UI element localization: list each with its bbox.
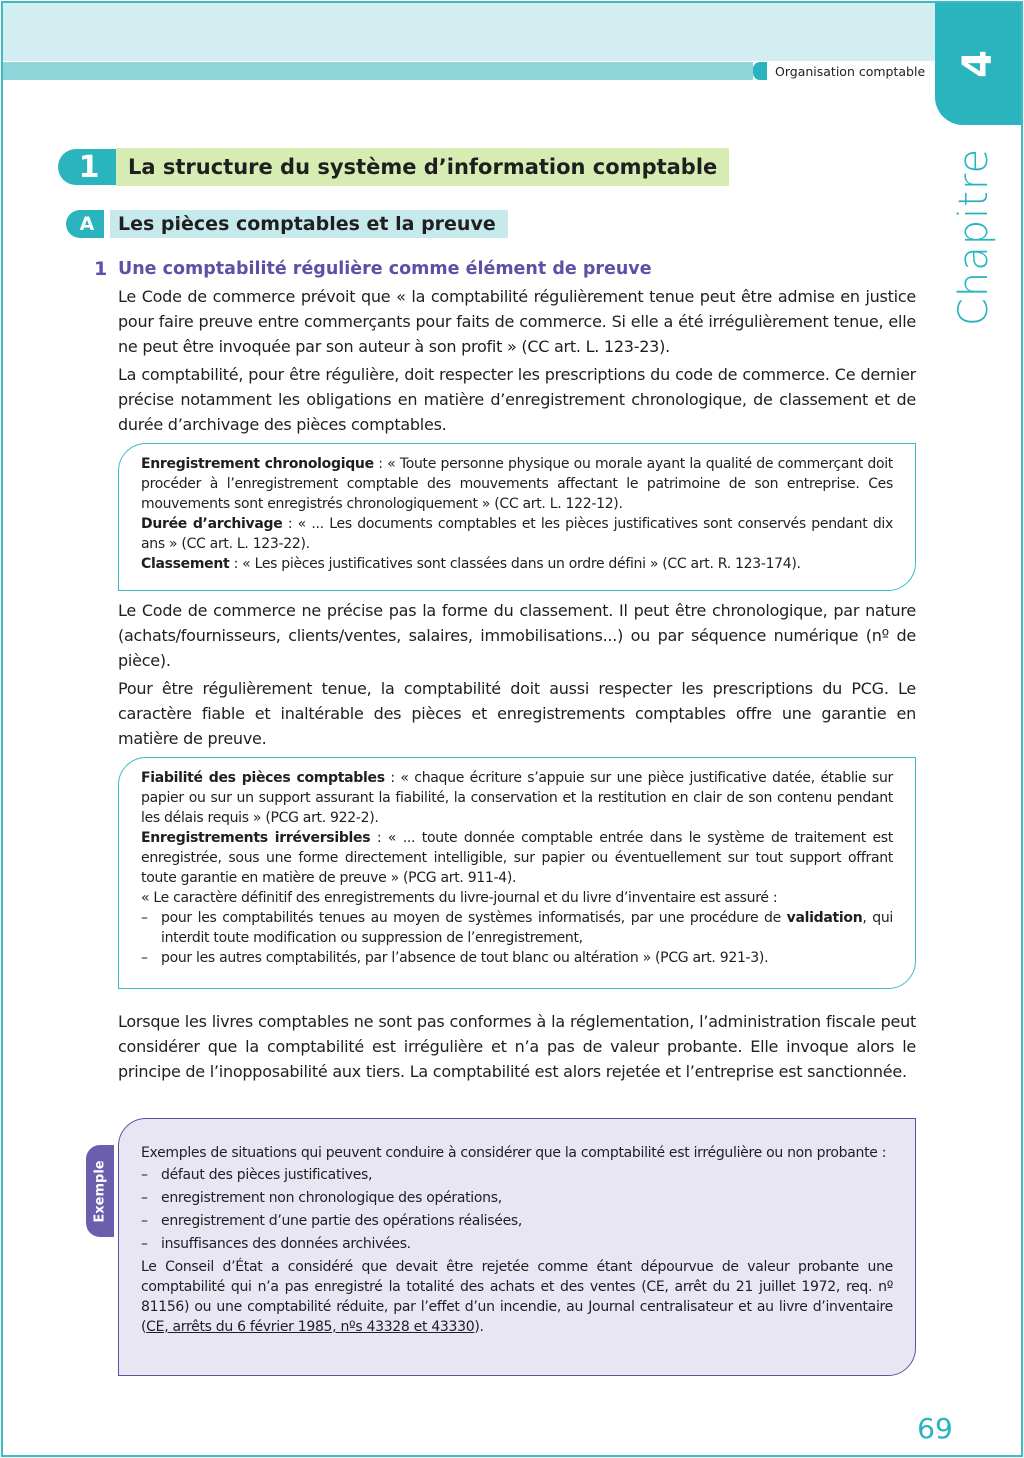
example-label [86,1145,114,1237]
term-classement: Classement [141,556,230,572]
conclusion-reference: CE, arrêts du 6 février 1985, nºs 43328 et 43330 [146,1319,475,1335]
term-chronologique: Enregistrement chronologique [141,456,374,472]
subsection-heading [66,210,508,238]
definition-intro: « Le caractère définitif des enregistrements du livre-journal et du livre d’inventaire est assuré : [141,890,778,906]
example-intro: Exemples de situations qui peuvent conduire à considérer que la comptabilité est irrégulière ou non probante : [141,1145,887,1161]
definition-box-pcg [118,757,916,989]
paragraph-2: La comptabilité, pour être régulière, doit respecter les prescriptions du code de commerce. Ce dernier précise notamment les obligations en matière d’enregistrement chronologique, de classement et de durée d’archivage des pièces comptables. [118,365,916,434]
definition-fiabilite [141,768,893,828]
list-item-text: , qui interdit toute modification ou suppression de l’enregistrement, [161,910,893,946]
list-item: – pour les autres comptabilités, par l’absence de tout blanc ou altération » (PCG art. 921-3). [141,948,893,968]
example-label-text: Exemple [92,1159,108,1223]
header-band [3,3,935,61]
list-item: – enregistrement non chronologique des opérations, [141,1188,893,1208]
section-heading [58,148,729,186]
chapter-word: Chapitre [951,147,997,327]
definition-chronologique [141,454,893,514]
running-title: Organisation comptable [775,63,926,79]
definition-box-code-commerce [118,443,916,591]
text-fiabilite: : « chaque écriture s’appuie sur une pièce justificative datée, établie sur papier ou sur un support assurant la fiabilité, la conservation et la restitution en clair de son contenu pendant les délais requis » (PCG art. 922-2). [141,770,893,826]
list-item [141,908,893,948]
list-item-text: pour les comptabilités tenues au moyen de systèmes informatisés, par une procédure de [161,910,787,926]
definition-list [141,908,893,968]
definition-irreversibles [141,828,893,888]
section-number: 1 [58,149,116,185]
chapter-number: 4 [955,50,1001,78]
text-chronologique: : « Toute personne physique ou morale ayant la qualité de commerçant doit procéder à l’enregistrement comptable des mouvements affectant le patrimoine de son entreprise. Ces mouvements sont enregistrés chronologiquement » (CC art. L. 122-12). [141,456,893,512]
header-marker [753,62,767,80]
list-item: – enregistrement d’une partie des opérations réalisées, [141,1211,893,1231]
point-number: 1 [94,258,108,280]
conclusion-text: Le Conseil d’État a considéré que devait être rejetée comme étant dépourvue de valeur probante une comptabilité qui n’a pas enregistré la totalité des achats et des ventes (CE, arrêt du 21 juillet 1972, req. nº 81156) ou une comptabilité réduite, par l’effet d’un incendie, au Journal centralisateur et au livre d’inventaire ( [141,1259,893,1335]
example-conclusion [141,1257,893,1337]
page-number: 69 [917,1412,953,1445]
example-list [141,1165,893,1254]
list-item: – insuffisances des données archivées. [141,1234,893,1254]
text-classement: : « Les pièces justificatives sont classées dans un ordre défini » (CC art. R. 123-174). [229,556,801,572]
definition-archivage [141,514,893,554]
term-validation: validation [786,910,863,926]
list-item: – défaut des pièces justificatives, [141,1165,893,1185]
example-box [118,1118,916,1376]
term-irreversibles: Enregistrements irréversibles [141,830,371,846]
text-archivage: : « ... Les documents comptables et les pièces justificatives sont conservés pendant dix ans » (CC art. L. 123-22). [141,516,893,552]
running-header [753,62,935,80]
point-title: Une comptabilité régulière comme élément de preuve [118,259,652,279]
conclusion-end: ). [474,1319,484,1335]
section-title: La structure du système d’information comptable [116,148,729,186]
term-archivage: Durée d’archivage [141,516,283,532]
subsection-letter: A [66,210,104,238]
subsection-title: Les pièces comptables et la preuve [110,210,508,238]
text-irreversibles: : « ... toute donnée comptable entrée dans le système de traitement est enregistrée, sous une forme directement intelligible, sur papier ou éventuellement sur tout support offrant toute garantie en matière de preuve » (PCG art. 911-4). [141,830,893,886]
paragraph-5: Lorsque les livres comptables ne sont pas conformes à la réglementation, l’administration fiscale peut considérer que la comptabilité est irrégulière et n’a pas de valeur probante. Elle invoque alors le principe de l’inopposabilité aux tiers. La comptabilité est alors rejetée et l’entreprise est sanctionnée. [118,1012,916,1081]
term-fiabilite: Fiabilité des pièces comptables [141,770,385,786]
paragraph-4: Pour être régulièrement tenue, la comptabilité doit aussi respecter les prescriptions du PCG. Le caractère fiable et inaltérable des pièces et enregistrements comptables offre une garantie en matière de preuve. [118,679,916,748]
definition-classement [141,554,893,574]
paragraph-3: Le Code de commerce ne précise pas la forme du classement. Il peut être chronologique, par nature (achats/fournisseurs, clients/ventes, salaires, immobilisations...) ou par séquence numérique (nº de pièce). [118,601,916,670]
chapter-tab [935,3,1021,125]
paragraph-1: Le Code de commerce prévoit que « la comptabilité régulièrement tenue peut être admise en justice pour faire preuve entre commerçants pour faits de commerce. Si elle a été irrégulièrement tenue, elle ne peut être invoquée par son auteur à son profit » (CC art. L. 123-23). [118,287,916,356]
